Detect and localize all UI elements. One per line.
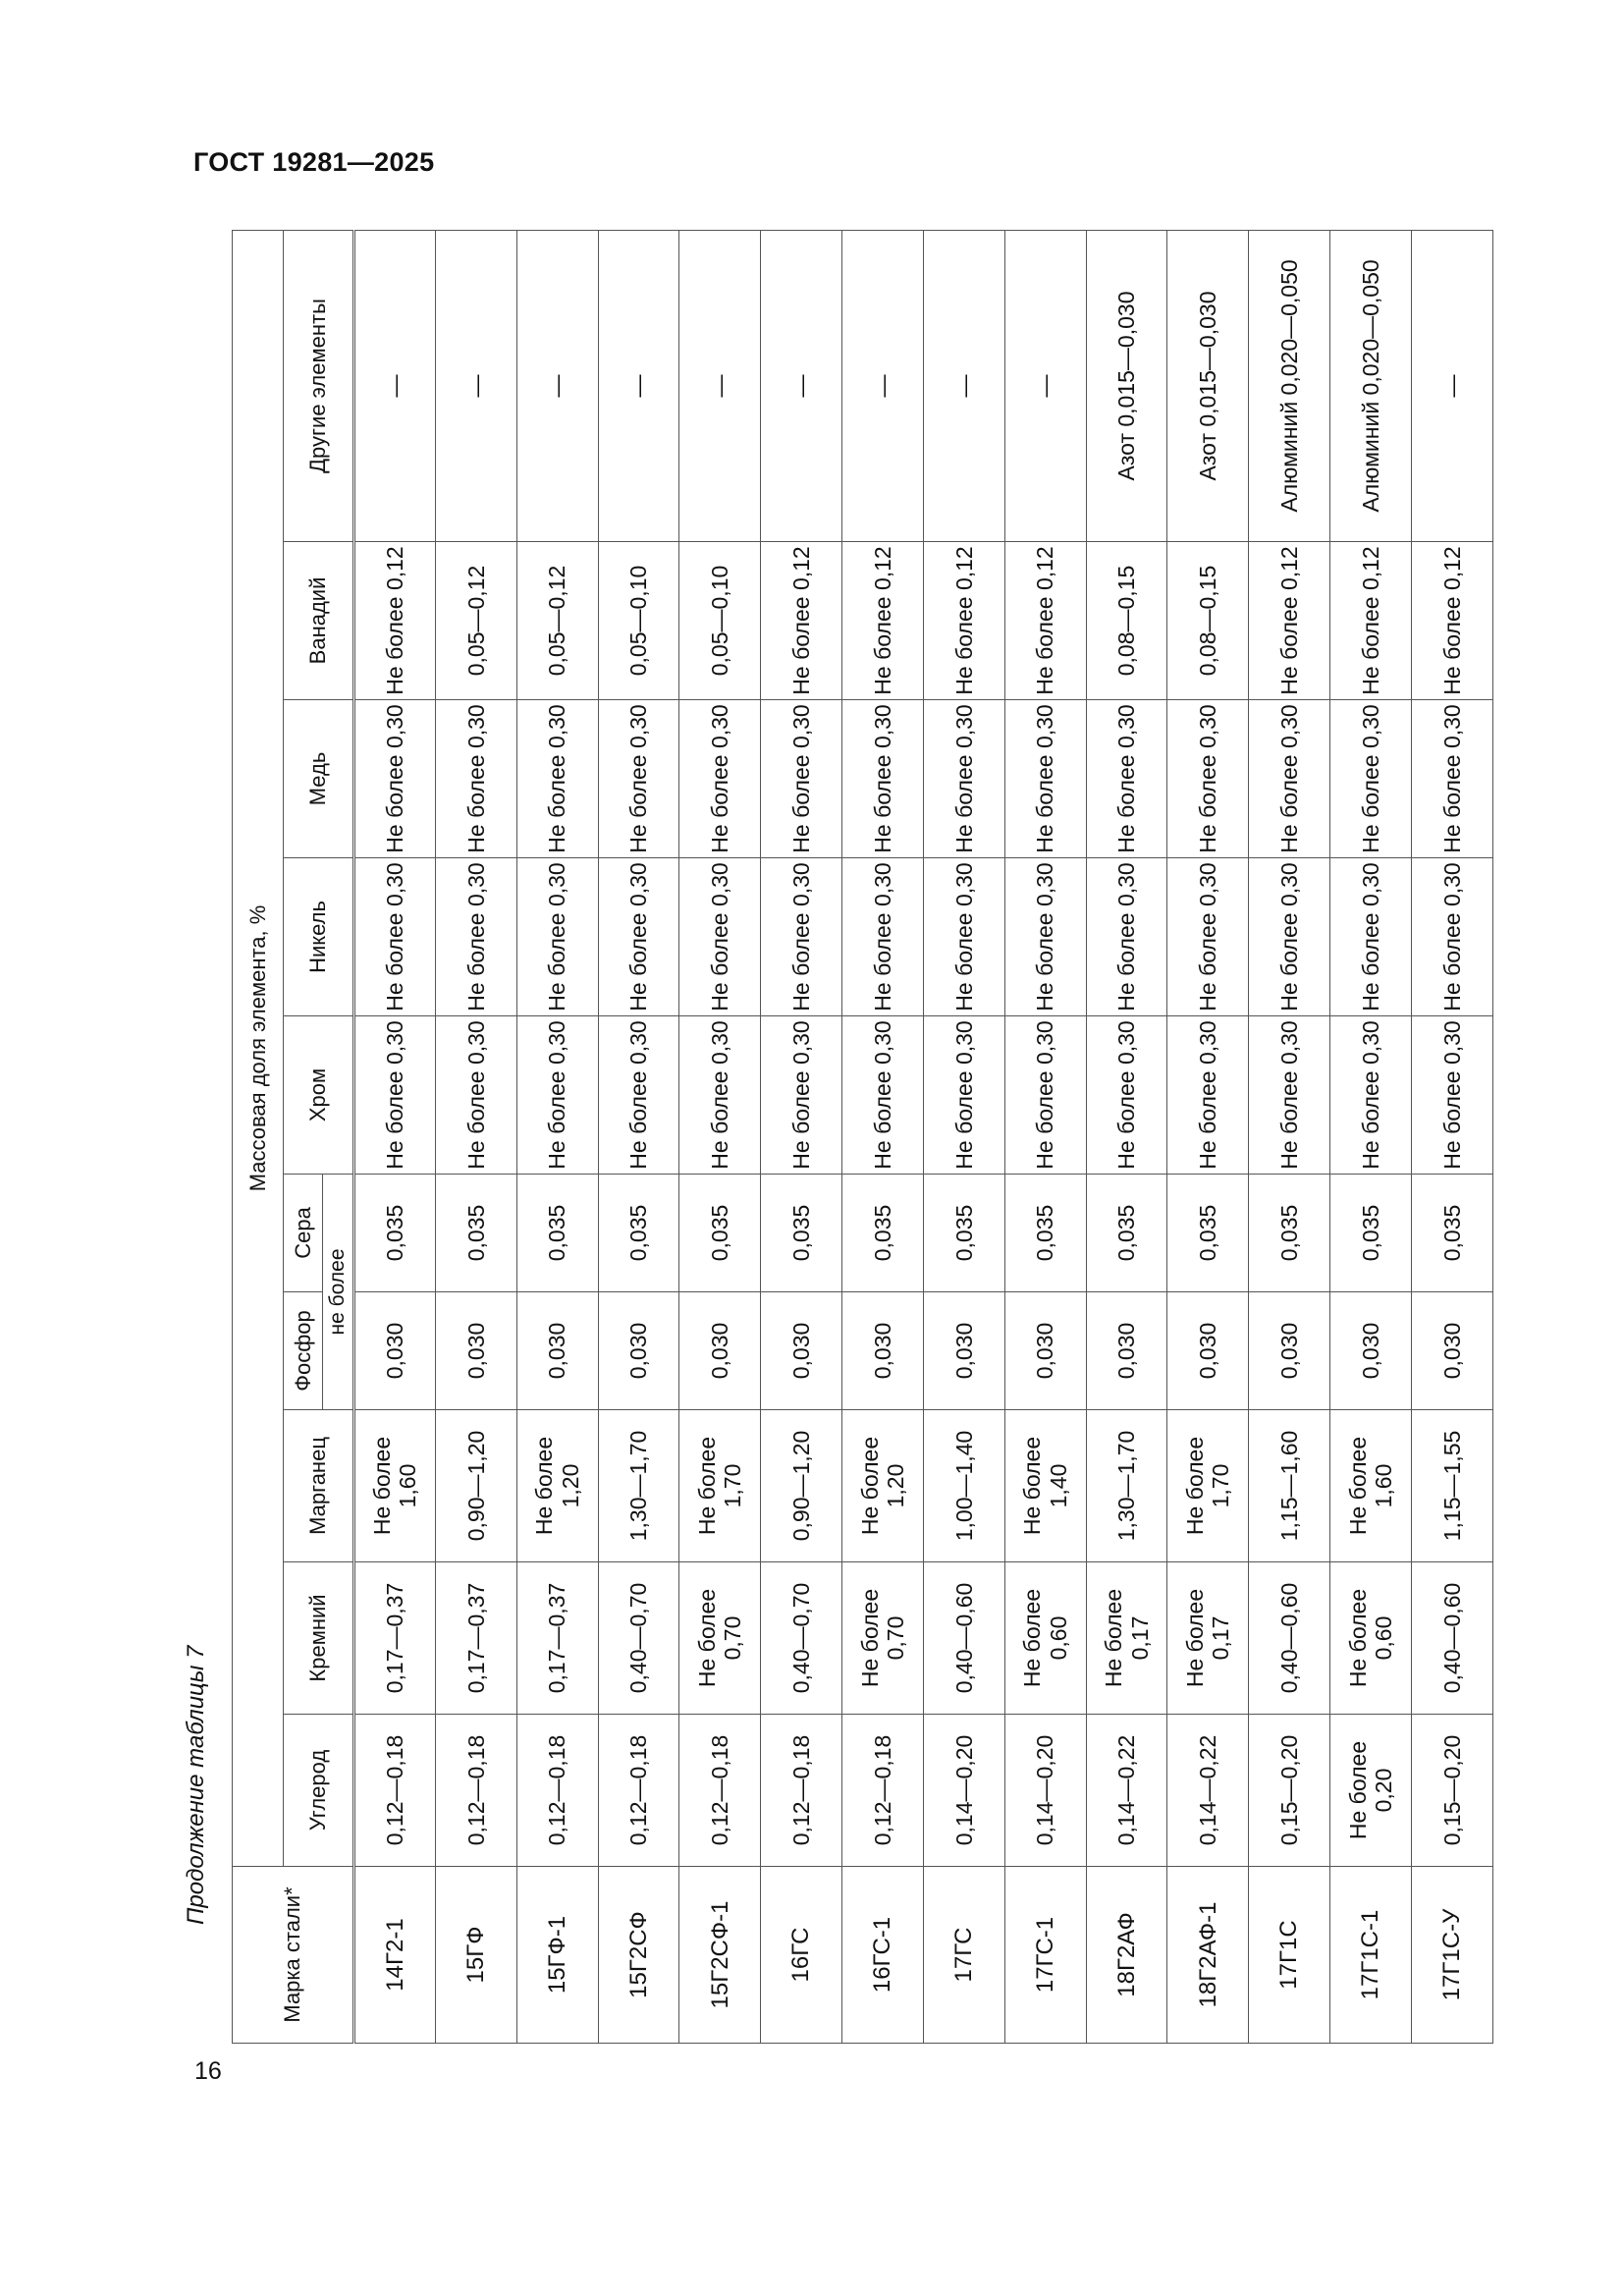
- carbon-cell: 0,12—0,18: [516, 1714, 598, 1866]
- document-title: ГОСТ 19281—2025: [193, 147, 435, 177]
- table-row: [598, 230, 679, 2043]
- copper-cell: Не более 0,30: [1086, 699, 1167, 857]
- other-elements-cell: Алюминий 0,020—0,050: [1249, 230, 1330, 541]
- silicon-cell: 0,40—0,70: [761, 1561, 842, 1714]
- copper-cell: Не более 0,30: [761, 699, 842, 857]
- copper-cell: Не более 0,30: [923, 699, 1004, 857]
- not-more-subheader: не более: [323, 1174, 354, 1409]
- silicon-cell: Не более 0,70: [679, 1561, 761, 1714]
- silicon-cell: 0,40—0,60: [1411, 1561, 1492, 1714]
- silicon-cell: 0,17—0,37: [354, 1561, 436, 1714]
- steel-grade-cell: 17Г1С: [1249, 1866, 1330, 2043]
- vanadium-cell: Не более 0,12: [1411, 541, 1492, 699]
- sulfur-cell: 0,035: [1411, 1174, 1492, 1291]
- table-body: [354, 230, 1493, 2043]
- carbon-cell: Не более 0,20: [1330, 1714, 1412, 1866]
- sulfur-cell: 0,035: [1086, 1174, 1167, 1291]
- copper-cell: Не более 0,30: [679, 699, 761, 857]
- steel-grade-cell: 15Г2СФ-1: [679, 1866, 761, 2043]
- carbon-cell: 0,12—0,18: [679, 1714, 761, 1866]
- sulfur-cell: 0,035: [842, 1174, 924, 1291]
- chromium-header: Хром: [284, 1015, 354, 1174]
- nickel-cell: Не более 0,30: [1330, 857, 1412, 1015]
- phosphorus-header: Фосфор: [284, 1291, 323, 1409]
- sulfur-cell: 0,035: [435, 1174, 516, 1291]
- table-row: [435, 230, 516, 2043]
- sulfur-cell: 0,035: [516, 1174, 598, 1291]
- silicon-cell: Не более 0,60: [1330, 1561, 1412, 1714]
- copper-cell: Не более 0,30: [598, 699, 679, 857]
- carbon-cell: 0,14—0,20: [1004, 1714, 1086, 1866]
- nickel-header: Никель: [284, 857, 354, 1015]
- carbon-cell: 0,15—0,20: [1249, 1714, 1330, 1866]
- other-elements-cell: Алюминий 0,020—0,050: [1330, 230, 1412, 541]
- sulfur-cell: 0,035: [1004, 1174, 1086, 1291]
- vanadium-cell: 0,05—0,12: [516, 541, 598, 699]
- nickel-cell: Не более 0,30: [1411, 857, 1492, 1015]
- phosphorus-cell: 0,030: [516, 1291, 598, 1409]
- vanadium-cell: Не более 0,12: [761, 541, 842, 699]
- copper-cell: Не более 0,30: [1167, 699, 1249, 857]
- table-caption: Продолжение таблицы 7: [183, 1645, 209, 1925]
- steel-grade-cell: 16ГС: [761, 1866, 842, 2043]
- steel-composition-table-wrapper: [232, 231, 1493, 2044]
- chromium-cell: Не более 0,30: [1330, 1015, 1412, 1174]
- vanadium-cell: 0,08—0,15: [1086, 541, 1167, 699]
- vanadium-cell: Не более 0,12: [1249, 541, 1330, 699]
- steel-grade-cell: 18Г2АФ: [1086, 1866, 1167, 2043]
- table-row: [842, 230, 924, 2043]
- table-row: [1249, 230, 1330, 2043]
- other-elements-cell: Азот 0,015—0,030: [1167, 230, 1249, 541]
- table-row: [1167, 230, 1249, 2043]
- copper-cell: Не более 0,30: [435, 699, 516, 857]
- silicon-cell: 0,40—0,70: [598, 1561, 679, 1714]
- manganese-cell: 1,15—1,60: [1249, 1409, 1330, 1561]
- nickel-cell: Не более 0,30: [679, 857, 761, 1015]
- phosphorus-cell: 0,030: [1086, 1291, 1167, 1409]
- other-elements-cell: —: [435, 230, 516, 541]
- chromium-cell: Не более 0,30: [842, 1015, 924, 1174]
- manganese-cell: 1,00—1,40: [923, 1409, 1004, 1561]
- phosphorus-cell: 0,030: [679, 1291, 761, 1409]
- silicon-cell: Не более 0,60: [1004, 1561, 1086, 1714]
- carbon-cell: 0,15—0,20: [1411, 1714, 1492, 1866]
- vanadium-cell: Не более 0,12: [842, 541, 924, 699]
- table-row: [1086, 230, 1167, 2043]
- phosphorus-cell: 0,030: [1167, 1291, 1249, 1409]
- other-elements-cell: —: [598, 230, 679, 541]
- silicon-cell: Не более 0,17: [1167, 1561, 1249, 1714]
- carbon-header: Углерод: [284, 1714, 354, 1866]
- chromium-cell: Не более 0,30: [1249, 1015, 1330, 1174]
- mass-fraction-header: Массовая доля элемента, %: [233, 230, 284, 1866]
- chromium-cell: Не более 0,30: [354, 1015, 436, 1174]
- carbon-cell: 0,14—0,22: [1086, 1714, 1167, 1866]
- manganese-cell: Не более 1,60: [354, 1409, 436, 1561]
- manganese-cell: Не более 1,70: [1167, 1409, 1249, 1561]
- chromium-cell: Не более 0,30: [1411, 1015, 1492, 1174]
- chromium-cell: Не более 0,30: [435, 1015, 516, 1174]
- copper-cell: Не более 0,30: [354, 699, 436, 857]
- other-elements-cell: —: [679, 230, 761, 541]
- phosphorus-cell: 0,030: [761, 1291, 842, 1409]
- steel-grade-cell: 15Г2СФ: [598, 1866, 679, 2043]
- vanadium-cell: 0,05—0,12: [435, 541, 516, 699]
- page-number: 16: [194, 2057, 222, 2085]
- copper-cell: Не более 0,30: [1330, 699, 1412, 857]
- phosphorus-cell: 0,030: [435, 1291, 516, 1409]
- chromium-cell: Не более 0,30: [679, 1015, 761, 1174]
- chromium-cell: Не более 0,30: [1004, 1015, 1086, 1174]
- manganese-cell: 0,90—1,20: [761, 1409, 842, 1561]
- table-row: [354, 230, 436, 2043]
- vanadium-cell: Не более 0,12: [354, 541, 436, 699]
- silicon-cell: 0,40—0,60: [923, 1561, 1004, 1714]
- carbon-cell: 0,12—0,18: [435, 1714, 516, 1866]
- sulfur-cell: 0,035: [354, 1174, 436, 1291]
- sulfur-cell: 0,035: [1330, 1174, 1412, 1291]
- other-elements-cell: —: [761, 230, 842, 541]
- steel-grade-cell: 14Г2-1: [354, 1866, 436, 2043]
- chromium-cell: Не более 0,30: [1167, 1015, 1249, 1174]
- other-elements-cell: —: [842, 230, 924, 541]
- other-elements-cell: Азот 0,015—0,030: [1086, 230, 1167, 541]
- carbon-cell: 0,14—0,20: [923, 1714, 1004, 1866]
- silicon-cell: Не более 0,17: [1086, 1561, 1167, 1714]
- steel-composition-table: [232, 230, 1493, 2044]
- vanadium-cell: Не более 0,12: [1330, 541, 1412, 699]
- other-elements-cell: —: [354, 230, 436, 541]
- sulfur-cell: 0,035: [598, 1174, 679, 1291]
- vanadium-header: Ванадий: [284, 541, 354, 699]
- copper-cell: Не более 0,30: [516, 699, 598, 857]
- manganese-cell: 1,30—1,70: [598, 1409, 679, 1561]
- carbon-cell: 0,12—0,18: [761, 1714, 842, 1866]
- nickel-cell: Не более 0,30: [1004, 857, 1086, 1015]
- table-row: [1004, 230, 1086, 2043]
- copper-cell: Не более 0,30: [1411, 699, 1492, 857]
- other-elements-cell: —: [516, 230, 598, 541]
- silicon-header: Кремний: [284, 1561, 354, 1714]
- carbon-cell: 0,14—0,22: [1167, 1714, 1249, 1866]
- copper-cell: Не более 0,30: [842, 699, 924, 857]
- silicon-cell: Не более 0,70: [842, 1561, 924, 1714]
- steel-grade-cell: 15ГФ: [435, 1866, 516, 2043]
- sulfur-cell: 0,035: [1167, 1174, 1249, 1291]
- silicon-cell: 0,17—0,37: [516, 1561, 598, 1714]
- sulfur-cell: 0,035: [1249, 1174, 1330, 1291]
- vanadium-cell: 0,05—0,10: [679, 541, 761, 699]
- table-row: [1330, 230, 1412, 2043]
- steel-grade-cell: 17Г1С-У: [1411, 1866, 1492, 2043]
- steel-grade-cell: 17ГС: [923, 1866, 1004, 2043]
- phosphorus-cell: 0,030: [1004, 1291, 1086, 1409]
- manganese-header: Марганец: [284, 1409, 354, 1561]
- vanadium-cell: Не более 0,12: [923, 541, 1004, 699]
- nickel-cell: Не более 0,30: [761, 857, 842, 1015]
- manganese-cell: Не более 1,60: [1330, 1409, 1412, 1561]
- chromium-cell: Не более 0,30: [761, 1015, 842, 1174]
- nickel-cell: Не более 0,30: [354, 857, 436, 1015]
- chromium-cell: Не более 0,30: [598, 1015, 679, 1174]
- other-elements-cell: —: [923, 230, 1004, 541]
- table-row: [761, 230, 842, 2043]
- phosphorus-cell: 0,030: [354, 1291, 436, 1409]
- steel-grade-cell: 17Г1С-1: [1330, 1866, 1412, 2043]
- steel-grade-cell: 18Г2АФ-1: [1167, 1866, 1249, 2043]
- phosphorus-cell: 0,030: [1330, 1291, 1412, 1409]
- table-row: [516, 230, 598, 2043]
- table-row: [679, 230, 761, 2043]
- nickel-cell: Не более 0,30: [435, 857, 516, 1015]
- copper-cell: Не более 0,30: [1249, 699, 1330, 857]
- silicon-cell: 0,17—0,37: [435, 1561, 516, 1714]
- phosphorus-cell: 0,030: [598, 1291, 679, 1409]
- manganese-cell: 0,90—1,20: [435, 1409, 516, 1561]
- carbon-cell: 0,12—0,18: [842, 1714, 924, 1866]
- nickel-cell: Не более 0,30: [598, 857, 679, 1015]
- table-row: [923, 230, 1004, 2043]
- carbon-cell: 0,12—0,18: [598, 1714, 679, 1866]
- nickel-cell: Не более 0,30: [516, 857, 598, 1015]
- nickel-cell: Не более 0,30: [1249, 857, 1330, 1015]
- sulfur-cell: 0,035: [679, 1174, 761, 1291]
- other-elements-cell: —: [1004, 230, 1086, 541]
- nickel-cell: Не более 0,30: [923, 857, 1004, 1015]
- copper-header: Медь: [284, 699, 354, 857]
- phosphorus-cell: 0,030: [1411, 1291, 1492, 1409]
- sulfur-cell: 0,035: [761, 1174, 842, 1291]
- nickel-cell: Не более 0,30: [1167, 857, 1249, 1015]
- vanadium-cell: 0,08—0,15: [1167, 541, 1249, 699]
- grade-header: Марка стали*: [233, 1866, 354, 2043]
- manganese-cell: 1,30—1,70: [1086, 1409, 1167, 1561]
- manganese-cell: Не более 1,20: [842, 1409, 924, 1561]
- vanadium-cell: 0,05—0,10: [598, 541, 679, 699]
- steel-grade-cell: 16ГС-1: [842, 1866, 924, 2043]
- manganese-cell: Не более 1,40: [1004, 1409, 1086, 1561]
- sulfur-header: Сера: [284, 1174, 323, 1291]
- other-elements-header: Другие элементы: [284, 230, 354, 541]
- other-elements-cell: —: [1411, 230, 1492, 541]
- phosphorus-cell: 0,030: [1249, 1291, 1330, 1409]
- vanadium-cell: Не более 0,12: [1004, 541, 1086, 699]
- silicon-cell: 0,40—0,60: [1249, 1561, 1330, 1714]
- table-row: [1411, 230, 1492, 2043]
- phosphorus-cell: 0,030: [842, 1291, 924, 1409]
- copper-cell: Не более 0,30: [1004, 699, 1086, 857]
- phosphorus-cell: 0,030: [923, 1291, 1004, 1409]
- steel-grade-cell: 15ГФ-1: [516, 1866, 598, 2043]
- carbon-cell: 0,12—0,18: [354, 1714, 436, 1866]
- manganese-cell: Не более 1,20: [516, 1409, 598, 1561]
- chromium-cell: Не более 0,30: [923, 1015, 1004, 1174]
- nickel-cell: Не более 0,30: [842, 857, 924, 1015]
- nickel-cell: Не более 0,30: [1086, 857, 1167, 1015]
- sulfur-cell: 0,035: [923, 1174, 1004, 1291]
- chromium-cell: Не более 0,30: [1086, 1015, 1167, 1174]
- manganese-cell: 1,15—1,55: [1411, 1409, 1492, 1561]
- manganese-cell: Не более 1,70: [679, 1409, 761, 1561]
- steel-grade-cell: 17ГС-1: [1004, 1866, 1086, 2043]
- chromium-cell: Не более 0,30: [516, 1015, 598, 1174]
